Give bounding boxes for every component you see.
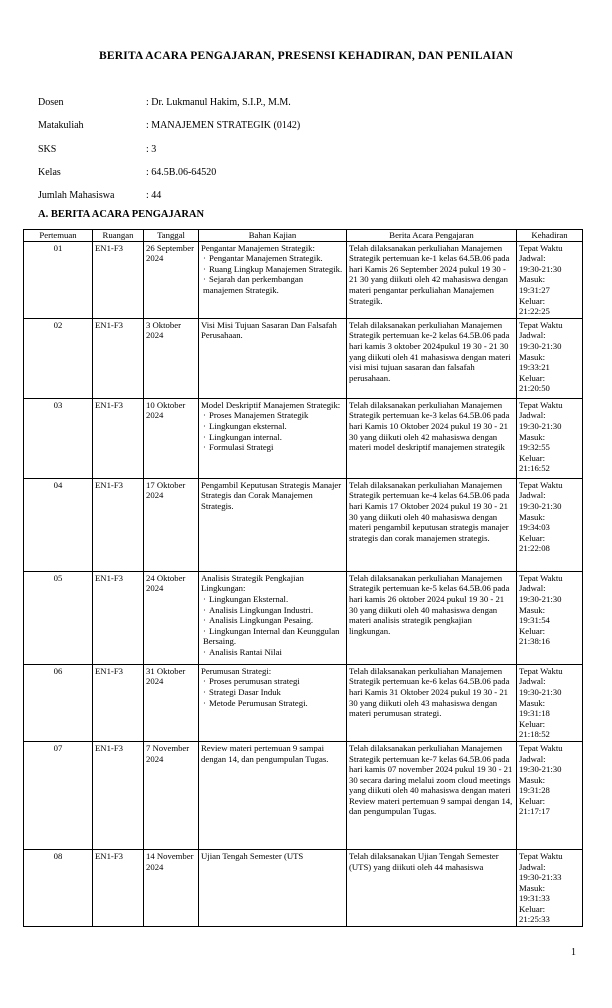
bullet-icon: · — [203, 442, 206, 453]
attendance-schedule: 19:30-21:30 — [519, 420, 562, 431]
date: 26 September 2024 — [144, 241, 199, 318]
attendance-schedule-label: Jadwal: — [519, 861, 546, 872]
attendance-status: Tepat Waktu — [519, 242, 563, 253]
info-value: : 44 — [146, 190, 162, 202]
attendance-out-label: Keluar: — [519, 532, 546, 543]
topic — [199, 478, 347, 571]
course-info — [38, 97, 300, 213]
attendance-status: Tepat Waktu — [519, 572, 563, 583]
bullet-icon: · — [203, 431, 206, 442]
meeting-number: 02 — [24, 318, 93, 398]
bullet-icon: · — [203, 676, 206, 687]
date: 17 Oktober 2024 — [144, 478, 199, 571]
topic — [199, 571, 347, 664]
topic-title: Perumusan Strategi: — [201, 665, 272, 676]
attendance-out: 21:22:08 — [519, 543, 550, 554]
bullet-icon: · — [203, 646, 206, 657]
section-heading: A. BERITA ACARA PENGAJARAN — [38, 209, 205, 220]
report: Telah dilaksanakan perkuliahan Manajemen Strategik pertemuan ke-4 kelas 64.5B.06 pada hari Kamis 17 Oktober 2024 pukul 19 30 - 21 30 yang diikuti oleh 40 mahasiswa dengan materi pengambil keputusan strategis manajer strategis dan corak manajemen strategis. — [347, 478, 517, 571]
attendance-in: 19:34:03 — [519, 522, 550, 533]
attendance-schedule: 19:30-21:30 — [519, 764, 562, 775]
info-label: Kelas — [38, 166, 61, 178]
topic-title: Analisis Strategik Pengkajian Lingkungan: — [201, 572, 304, 594]
attendance — [517, 398, 583, 478]
topic-item: · Metode Perumusan Strategi. — [203, 697, 308, 708]
topic-item: · Pengantar Manajemen Strategik. — [203, 253, 323, 264]
table-row — [24, 664, 583, 741]
attendance-schedule-label: Jadwal: — [519, 253, 546, 264]
attendance-out: 21:25:33 — [519, 914, 550, 925]
header-meeting: Pertemuan — [24, 230, 93, 242]
attendance — [517, 478, 583, 571]
report: Telah dilaksanakan perkuliahan Manajemen Strategik pertemuan ke-5 kelas 64.5B.06 pada hari kamis 26 oktober 2024 pukul 19 30 - 21 30 yang diikuti oleh 40 mahasiswa dengan materi analisis strategik pengkajian lingkungan. — [347, 571, 517, 664]
attendance-schedule: 19:30-21:30 — [519, 500, 562, 511]
topic-item: · Proses Manajemen Strategik — [203, 410, 309, 421]
attendance — [517, 664, 583, 741]
attendance-out-label: Keluar: — [519, 295, 546, 306]
bullet-icon: · — [203, 625, 206, 636]
info-row-course — [38, 120, 300, 143]
attendance-in-label: Masuk: — [519, 351, 546, 362]
topic-item: · Lingkungan internal. — [203, 431, 282, 442]
attendance-schedule: 19:30-21:30 — [519, 686, 562, 697]
meeting-number: 07 — [24, 741, 93, 849]
attendance-in: 19:31:33 — [519, 893, 550, 904]
date: 10 Oktober 2024 — [144, 398, 199, 478]
table-header-row — [24, 230, 583, 242]
meeting-number: 01 — [24, 241, 93, 318]
topic — [199, 741, 347, 849]
topic-item: · Lingkungan Eksternal. — [203, 593, 289, 604]
topic-item: · Formulasi Strategi — [203, 442, 274, 453]
info-row-credits — [38, 144, 300, 167]
bullet-icon: · — [203, 263, 206, 274]
room: EN1-F3 — [93, 849, 144, 926]
bullet-icon: · — [203, 420, 206, 431]
header-topic: Bahan Kajian — [199, 230, 347, 242]
table-row — [24, 571, 583, 664]
attendance — [517, 741, 583, 849]
topic-item: · Strategi Dasar Induk — [203, 686, 281, 697]
attendance-schedule-label: Jadwal: — [519, 676, 546, 687]
attendance-schedule: 19:30-21:33 — [519, 872, 562, 883]
attendance-schedule-label: Jadwal: — [519, 583, 546, 594]
document-title: BERITA ACARA PENGAJARAN, PRESENSI KEHADIRAN, DAN PENILAIAN — [99, 50, 513, 62]
attendance-in-label: Masuk: — [519, 511, 546, 522]
attendance-out: 21:38:16 — [519, 636, 550, 647]
table-row — [24, 478, 583, 571]
topic — [199, 849, 347, 926]
attendance-in: 19:31:27 — [519, 284, 550, 295]
header-room: Ruangan — [93, 230, 144, 242]
room: EN1-F3 — [93, 398, 144, 478]
header-attendance: Kehadiran — [517, 230, 583, 242]
room: EN1-F3 — [93, 571, 144, 664]
attendance — [517, 571, 583, 664]
attendance-in: 19:32:55 — [519, 442, 550, 453]
attendance-status: Tepat Waktu — [519, 399, 563, 410]
attendance-out: 21:18:52 — [519, 729, 550, 740]
report: Telah dilaksanakan Ujian Tengah Semester (UTS) yang diikuti oleh 44 mahasiswa — [347, 849, 517, 926]
attendance-in-label: Masuk: — [519, 882, 546, 893]
attendance-status: Tepat Waktu — [519, 479, 563, 490]
table-row — [24, 241, 583, 318]
attendance-in-label: Masuk: — [519, 604, 546, 615]
attendance-schedule-label: Jadwal: — [519, 330, 546, 341]
topic-title: Visi Misi Tujuan Sasaran Dan Falsafah Perusahaan. — [201, 319, 337, 341]
room: EN1-F3 — [93, 664, 144, 741]
info-label: SKS — [38, 143, 57, 155]
header-date: Tanggal — [144, 230, 199, 242]
room: EN1-F3 — [93, 318, 144, 398]
bullet-icon: · — [203, 274, 206, 285]
bullet-icon: · — [203, 615, 206, 626]
attendance-schedule: 19:30-21:30 — [519, 593, 562, 604]
attendance — [517, 241, 583, 318]
meeting-number: 06 — [24, 664, 93, 741]
attendance-in: 19:31:28 — [519, 785, 550, 796]
attendance — [517, 849, 583, 926]
attendance-out-label: Keluar: — [519, 718, 546, 729]
date: 24 Oktober 2024 — [144, 571, 199, 664]
report: Telah dilaksanakan perkuliahan Manajemen Strategik pertemuan ke-6 kelas 64.5B.06 pada hari Kamis 31 Oktober 2024 pukul 19 30 - 21 30 yang diikuti oleh 43 mahasiswa dengan materi perumusan strategi. — [347, 664, 517, 741]
report: Telah dilaksanakan perkuliahan Manajemen Strategik pertemuan ke-1 kelas 64.5B.06 pada hari Kamis 26 September 2024 pukul 19 30 - 21 30 yang diikuti oleh 42 mahasiswa dengan materi pengantar perkuliahan Manajemen Strategik. — [347, 241, 517, 318]
attendance-in: 19:31:54 — [519, 615, 550, 626]
attendance-schedule: 19:30-21:30 — [519, 340, 562, 351]
attendance-in-label: Masuk: — [519, 697, 546, 708]
date: 31 Oktober 2024 — [144, 664, 199, 741]
attendance — [517, 318, 583, 398]
topic-title: Model Deskriptif Manajemen Strategik: — [201, 399, 341, 410]
topic — [199, 664, 347, 741]
info-row-class — [38, 167, 300, 190]
info-value: : 3 — [146, 143, 157, 155]
table-body — [24, 241, 583, 926]
report: Telah dilaksanakan perkuliahan Manajemen Strategik pertemuan ke-3 kelas 64.5B.06 pada hari Kamis 10 Oktober 2024 pukul 19 30 - 21 30 yang diikuti oleh 42 mahasiswa dengan materi model deskriptif manajemen strategik — [347, 398, 517, 478]
attendance-schedule-label: Jadwal: — [519, 490, 546, 501]
date: 7 November 2024 — [144, 741, 199, 849]
bullet-icon: · — [203, 686, 206, 697]
topic-item: · Lingkungan eksternal. — [203, 420, 287, 431]
info-label: Dosen — [38, 97, 64, 108]
topic-title: Pengambil Keputusan Strategis Manajer Strategis dan Corak Manajemen Strategis. — [201, 479, 342, 511]
attendance-status: Tepat Waktu — [519, 665, 563, 676]
attendance-status: Tepat Waktu — [519, 742, 563, 753]
attendance-out: 21:16:52 — [519, 463, 550, 474]
table-row — [24, 849, 583, 926]
topic — [199, 318, 347, 398]
attendance-out: 21:22:25 — [519, 306, 550, 317]
topic-item: · Analisis Lingkungan Industri. — [203, 604, 313, 615]
meeting-number: 05 — [24, 571, 93, 664]
attendance-status: Tepat Waktu — [519, 850, 563, 861]
attendance-in-label: Masuk: — [519, 431, 546, 442]
date: 14 November 2024 — [144, 849, 199, 926]
topic-item: · Proses perumusan strategi — [203, 676, 300, 687]
bullet-icon: · — [203, 410, 206, 421]
topic-item: · Sejarah dan perkembangan manajemen Strategik. — [203, 274, 304, 295]
attendance-out-label: Keluar: — [519, 452, 546, 463]
teaching-report-table — [23, 229, 583, 927]
attendance-status: Tepat Waktu — [519, 319, 563, 330]
attendance-out-label: Keluar: — [519, 372, 546, 383]
report: Telah dilaksanakan perkuliahan Manajemen Strategik pertemuan ke-7 kelas 64.5B.06 pada hari kamis 07 november 2024 pukul 19 30 - 21 30 secara daring melalui zoom cloud meetings yang diikuti oleh 40 mahasiswa dengan materi Review materi pertemuan 9 sampai dengan 14, dan pengumpulan Tugas. — [347, 741, 517, 849]
attendance-out-label: Keluar: — [519, 903, 546, 914]
attendance-schedule-label: Jadwal: — [519, 410, 546, 421]
topic — [199, 398, 347, 478]
attendance-out: 21:17:17 — [519, 806, 550, 817]
attendance-in: 19:31:18 — [519, 708, 550, 719]
info-label: Jumlah Mahasiswa — [38, 190, 115, 202]
topic-title: Ujian Tengah Semester (UTS — [201, 850, 304, 861]
topic-item: · Analisis Rantai Nilai — [203, 646, 282, 657]
topic-item: · Lingkungan Internal dan Keunggulan Bersaing. — [203, 625, 340, 647]
topic — [199, 241, 347, 318]
attendance-in-label: Masuk: — [519, 774, 546, 785]
bullet-icon: · — [203, 604, 206, 615]
info-row-lecturer — [38, 97, 300, 120]
header-report: Berita Acara Pengajaran — [347, 230, 517, 242]
bullet-icon: · — [203, 593, 206, 604]
topic-title: Review materi pertemuan 9 sampai dengan 14, dan pengumpulan Tugas. — [201, 742, 329, 764]
attendance-out-label: Keluar: — [519, 625, 546, 636]
meeting-number: 08 — [24, 849, 93, 926]
page-number: 1 — [571, 947, 576, 958]
table-row — [24, 741, 583, 849]
topic-item: · Analisis Lingkungan Pesaing. — [203, 615, 313, 626]
meeting-number: 04 — [24, 478, 93, 571]
meeting-number: 03 — [24, 398, 93, 478]
report: Telah dilaksanakan perkuliahan Manajemen Strategik pertemuan ke-2 kelas 64.5B.06 pada hari kamis 3 oktober 2024pukul 19 30 - 21 30 yang diikuti oleh 41 mahasiswa dengan materi visi misi tujuan sasaran dan falsafah perusahaan. — [347, 318, 517, 398]
attendance-out: 21:20:50 — [519, 383, 550, 394]
attendance-out-label: Keluar: — [519, 795, 546, 806]
info-label: Matakuliah — [38, 120, 84, 132]
attendance-in: 19:33:21 — [519, 362, 550, 373]
attendance-in-label: Masuk: — [519, 274, 546, 285]
info-value: : Dr. Lukmanul Hakim, S.I.P., M.M. — [146, 97, 291, 108]
attendance-schedule-label: Jadwal: — [519, 753, 546, 764]
bullet-icon: · — [203, 253, 206, 264]
bullet-icon: · — [203, 697, 206, 708]
attendance-schedule: 19:30-21:30 — [519, 263, 562, 274]
room: EN1-F3 — [93, 741, 144, 849]
topic-item: · Ruang Lingkup Manajemen Strategik. — [203, 263, 343, 274]
info-value: : MANAJEMEN STRATEGIK (0142) — [146, 120, 301, 132]
info-value: : 64.5B.06-64520 — [146, 166, 217, 178]
table-row — [24, 398, 583, 478]
table-row — [24, 318, 583, 398]
date: 3 Oktober 2024 — [144, 318, 199, 398]
room: EN1-F3 — [93, 478, 144, 571]
room: EN1-F3 — [93, 241, 144, 318]
topic-title: Pengantar Manajemen Strategik: — [201, 242, 315, 253]
